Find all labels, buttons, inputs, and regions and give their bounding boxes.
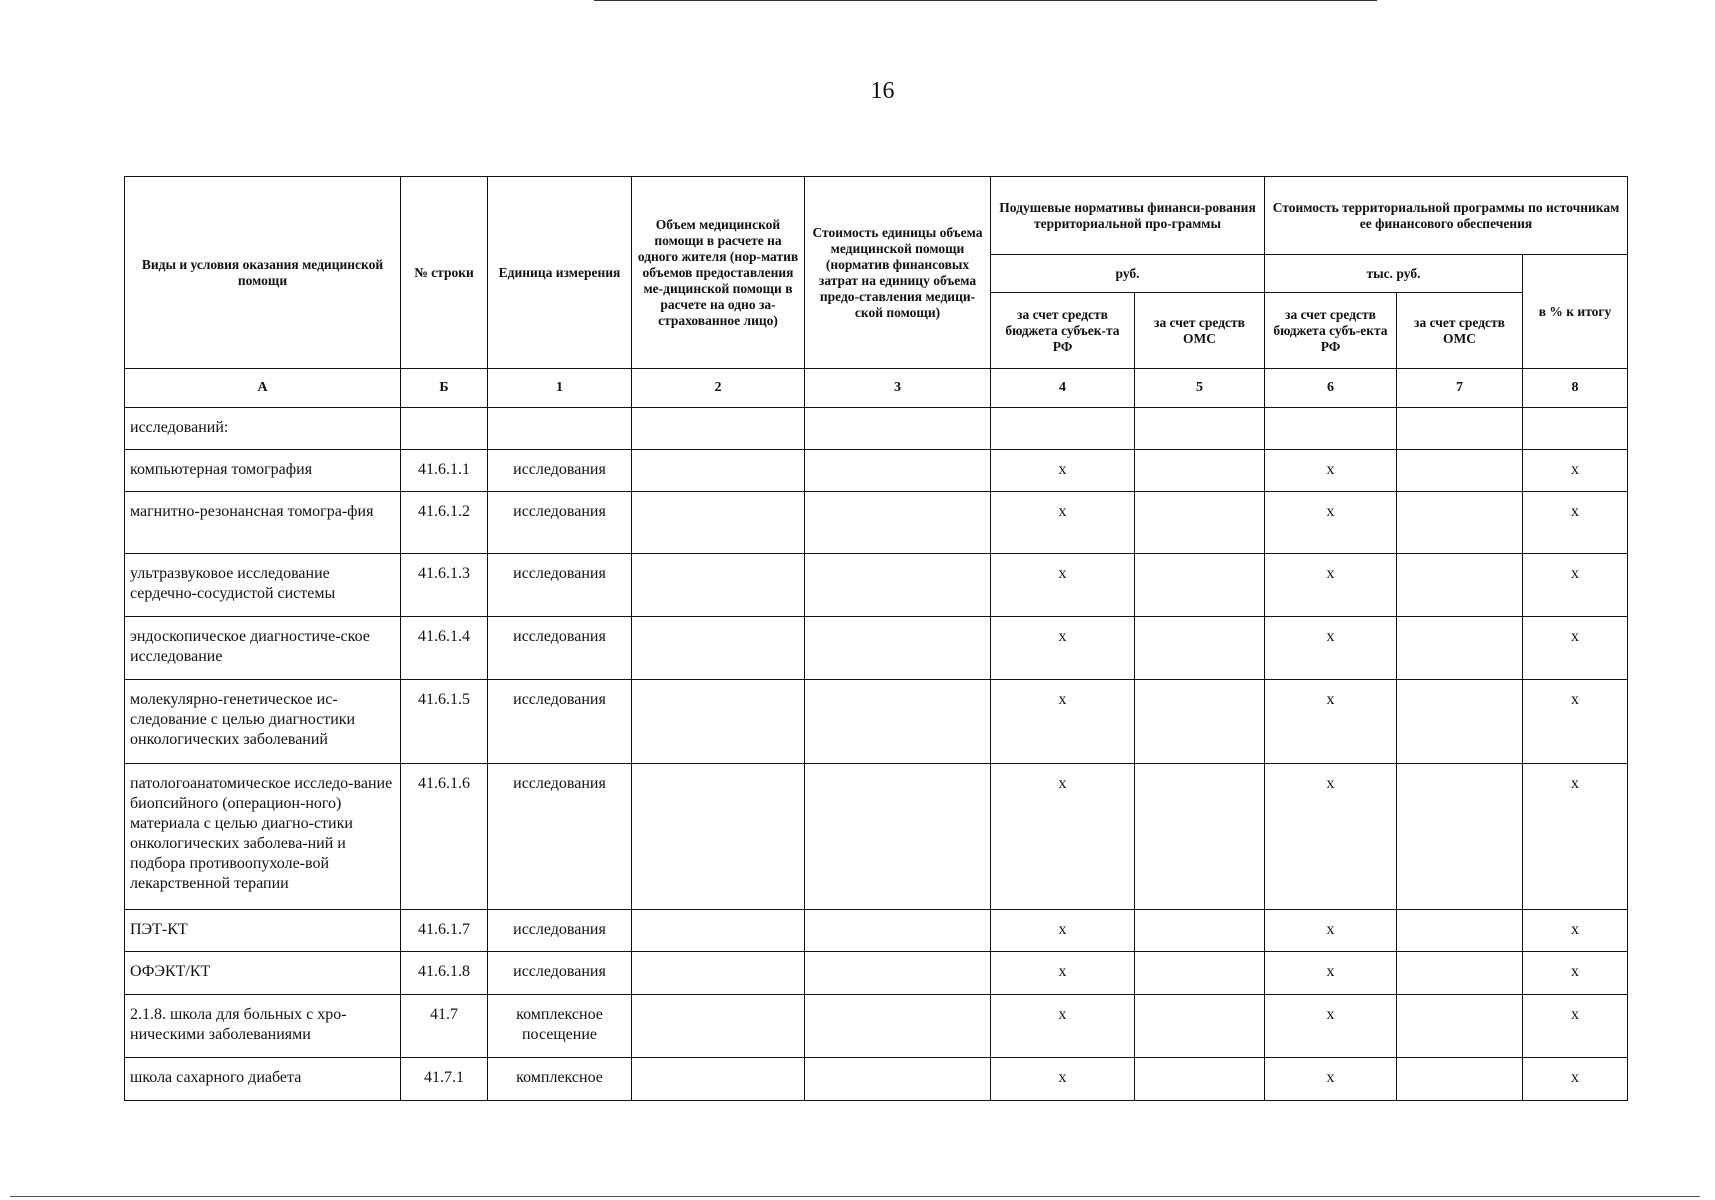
cell-col-3 <box>805 492 991 554</box>
column-number: 4 <box>991 369 1135 408</box>
header-col-6: за счет средств бюджета субъ-екта РФ <box>1265 293 1397 369</box>
cell-col-2 <box>632 408 805 450</box>
row-code <box>401 408 488 450</box>
cell-col-5 <box>1135 910 1265 952</box>
top-rule <box>594 0 1377 1</box>
row-unit: исследования <box>488 617 632 680</box>
cell-col-7 <box>1397 492 1523 554</box>
cell-col-4: x <box>991 492 1135 554</box>
row-name: исследований: <box>125 408 401 450</box>
cell-col-3 <box>805 764 991 910</box>
row-unit: комплексное посещение <box>488 995 632 1058</box>
column-number: 1 <box>488 369 632 408</box>
cell-col-8: x <box>1523 492 1628 554</box>
cell-col-7 <box>1397 408 1523 450</box>
header-col-a: Виды и условия оказания медицинской помощи <box>125 177 401 369</box>
row-unit: исследования <box>488 680 632 764</box>
row-unit: комплексное <box>488 1058 632 1101</box>
table-row <box>125 408 1628 450</box>
column-number: 3 <box>805 369 991 408</box>
row-name: ОФЭКТ/КТ <box>125 952 401 995</box>
row-unit: исследования <box>488 952 632 995</box>
cell-col-3 <box>805 995 991 1058</box>
row-code: 41.6.1.1 <box>401 450 488 492</box>
cell-col-5 <box>1135 408 1265 450</box>
row-name: эндоскопическое диагностиче-ское исследование <box>125 617 401 680</box>
financing-table <box>124 176 1628 1101</box>
cell-col-7 <box>1397 952 1523 995</box>
cell-col-8: x <box>1523 910 1628 952</box>
cell-col-2 <box>632 617 805 680</box>
header-col-1: Единица измерения <box>488 177 632 369</box>
cell-col-7 <box>1397 764 1523 910</box>
cell-col-4: x <box>991 450 1135 492</box>
cell-col-8: x <box>1523 764 1628 910</box>
cell-col-6: x <box>1265 680 1397 764</box>
cell-col-5 <box>1135 952 1265 995</box>
cell-col-3 <box>805 1058 991 1101</box>
cell-col-5 <box>1135 680 1265 764</box>
row-name: магнитно-резонансная томогра-фия <box>125 492 401 554</box>
cell-col-4: x <box>991 764 1135 910</box>
cell-col-4 <box>991 408 1135 450</box>
header-group-normatives: Подушевые нормативы финанси-рования территориальной про-граммы <box>991 177 1265 255</box>
cell-col-6: x <box>1265 492 1397 554</box>
column-number: Б <box>401 369 488 408</box>
cell-col-8: x <box>1523 617 1628 680</box>
row-name: ПЭТ-КТ <box>125 910 401 952</box>
cell-col-3 <box>805 408 991 450</box>
cell-col-5 <box>1135 1058 1265 1101</box>
cell-col-2 <box>632 764 805 910</box>
table-row <box>125 764 1628 910</box>
cell-col-8: x <box>1523 1058 1628 1101</box>
cell-col-5 <box>1135 617 1265 680</box>
cell-col-6 <box>1265 408 1397 450</box>
cell-col-2 <box>632 995 805 1058</box>
row-unit <box>488 408 632 450</box>
cell-col-3 <box>805 617 991 680</box>
cell-col-7 <box>1397 554 1523 617</box>
cell-col-6: x <box>1265 952 1397 995</box>
row-code: 41.6.1.4 <box>401 617 488 680</box>
cell-col-7 <box>1397 680 1523 764</box>
cell-col-6: x <box>1265 1058 1397 1101</box>
row-unit: исследования <box>488 554 632 617</box>
header-col-2: Объем медицинской помощи в расчете на одного жителя (нор-матив объемов предоставления ме-дицинской помощи в расчете на одно за-страхованное лицо) <box>632 177 805 369</box>
cell-col-2 <box>632 1058 805 1101</box>
cell-col-3 <box>805 554 991 617</box>
cell-col-5 <box>1135 995 1265 1058</box>
cell-col-7 <box>1397 910 1523 952</box>
cell-col-8: x <box>1523 952 1628 995</box>
header-unit-rub: руб. <box>991 255 1265 293</box>
cell-col-8: x <box>1523 680 1628 764</box>
table-row <box>125 617 1628 680</box>
column-number: 2 <box>632 369 805 408</box>
row-code: 41.6.1.3 <box>401 554 488 617</box>
cell-col-4: x <box>991 1058 1135 1101</box>
cell-col-5 <box>1135 554 1265 617</box>
cell-col-7 <box>1397 995 1523 1058</box>
row-name: ультразвуковое исследование сердечно-сосудистой системы <box>125 554 401 617</box>
cell-col-6: x <box>1265 910 1397 952</box>
column-number-row <box>125 369 1628 408</box>
header-group-cost: Стоимость территориальной программы по источникам ее финансового обеспечения <box>1265 177 1628 255</box>
cell-col-6: x <box>1265 617 1397 680</box>
cell-col-2 <box>632 680 805 764</box>
cell-col-3 <box>805 680 991 764</box>
column-number: 5 <box>1135 369 1265 408</box>
row-code: 41.6.1.7 <box>401 910 488 952</box>
row-name: школа сахарного диабета <box>125 1058 401 1101</box>
row-name: 2.1.8. школа для больных с хро-ническими заболеваниями <box>125 995 401 1058</box>
cell-col-4: x <box>991 995 1135 1058</box>
column-number: 8 <box>1523 369 1628 408</box>
row-name: молекулярно-генетическое ис-следование с целью диагностики онкологических заболеваний <box>125 680 401 764</box>
cell-col-7 <box>1397 1058 1523 1101</box>
cell-col-5 <box>1135 492 1265 554</box>
cell-col-6: x <box>1265 764 1397 910</box>
cell-col-8: x <box>1523 450 1628 492</box>
header-col-3: Стоимость единицы объема медицинской помощи (норматив финансовых затрат на единицу объема предо-ставления медици-ской помощи) <box>805 177 991 369</box>
row-unit: исследования <box>488 764 632 910</box>
header-unit-thousand-rub: тыс. руб. <box>1265 255 1523 293</box>
page-number: 16 <box>870 78 895 104</box>
row-code: 41.7.1 <box>401 1058 488 1101</box>
column-number: 7 <box>1397 369 1523 408</box>
header-col-4: за счет средств бюджета субъек-та РФ <box>991 293 1135 369</box>
header-col-5: за счет средств ОМС <box>1135 293 1265 369</box>
cell-col-3 <box>805 952 991 995</box>
cell-col-4: x <box>991 680 1135 764</box>
cell-col-6: x <box>1265 554 1397 617</box>
table-row <box>125 952 1628 995</box>
cell-col-2 <box>632 554 805 617</box>
row-code: 41.7 <box>401 995 488 1058</box>
row-code: 41.6.1.2 <box>401 492 488 554</box>
row-code: 41.6.1.5 <box>401 680 488 764</box>
cell-col-6: x <box>1265 995 1397 1058</box>
row-unit: исследования <box>488 450 632 492</box>
header-col-b: № строки <box>401 177 488 369</box>
cell-col-5 <box>1135 764 1265 910</box>
table-row <box>125 1058 1628 1101</box>
cell-col-2 <box>632 910 805 952</box>
row-name: патологоанатомическое исследо-вание биопсийного (операцион-ного) материала с целью диагно-стики онкологических заболева-ний и подбора противоопухоле-вой лекарственной терапии <box>125 764 401 910</box>
column-number: 6 <box>1265 369 1397 408</box>
header-col-7: за счет средств ОМС <box>1397 293 1523 369</box>
cell-col-4: x <box>991 617 1135 680</box>
table-row <box>125 910 1628 952</box>
column-number: А <box>125 369 401 408</box>
row-code: 41.6.1.8 <box>401 952 488 995</box>
cell-col-8 <box>1523 408 1628 450</box>
cell-col-7 <box>1397 450 1523 492</box>
table-row <box>125 995 1628 1058</box>
cell-col-3 <box>805 910 991 952</box>
cell-col-2 <box>632 952 805 995</box>
header-col-8: в % к итогу <box>1523 255 1628 369</box>
row-unit: исследования <box>488 910 632 952</box>
cell-col-3 <box>805 450 991 492</box>
cell-col-2 <box>632 450 805 492</box>
table-row <box>125 450 1628 492</box>
cell-col-4: x <box>991 952 1135 995</box>
cell-col-8: x <box>1523 554 1628 617</box>
cell-col-2 <box>632 492 805 554</box>
cell-col-7 <box>1397 617 1523 680</box>
row-code: 41.6.1.6 <box>401 764 488 910</box>
table-row <box>125 680 1628 764</box>
cell-col-4: x <box>991 554 1135 617</box>
row-name: компьютерная томография <box>125 450 401 492</box>
table-row <box>125 554 1628 617</box>
cell-col-8: x <box>1523 995 1628 1058</box>
bottom-rule <box>10 1196 1700 1197</box>
table-row <box>125 492 1628 554</box>
cell-col-6: x <box>1265 450 1397 492</box>
cell-col-5 <box>1135 450 1265 492</box>
cell-col-4: x <box>991 910 1135 952</box>
row-unit: исследования <box>488 492 632 554</box>
